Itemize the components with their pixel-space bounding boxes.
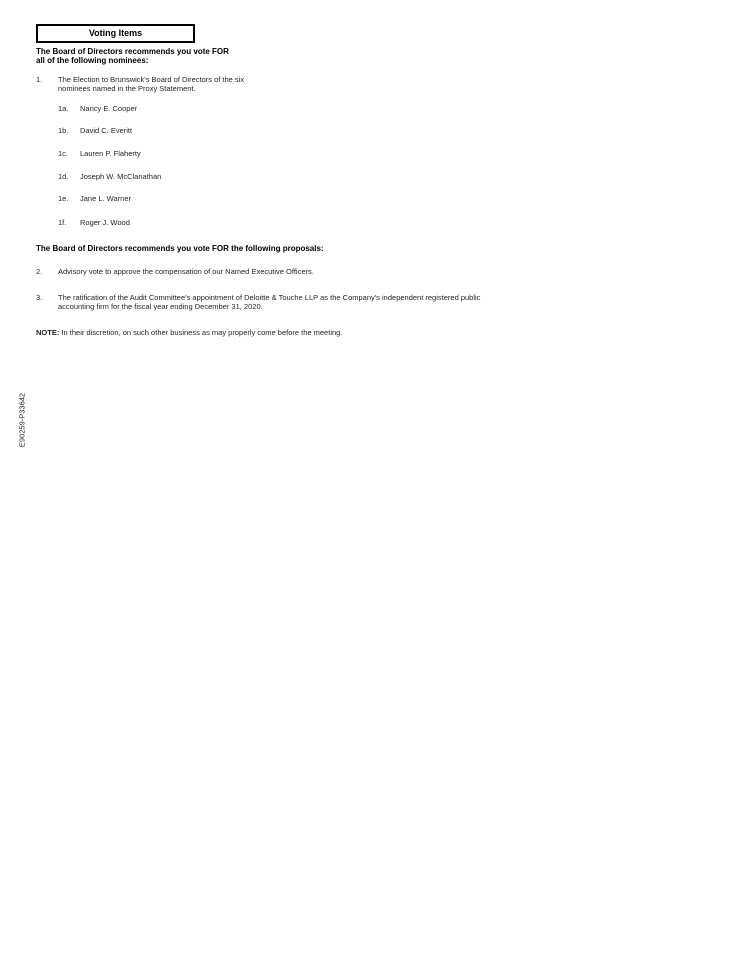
- item1-number: 1.: [36, 75, 43, 84]
- item1-text-line1: The Election to Brunswick's Board of Directors of the six: [58, 75, 245, 84]
- item3-text-line1: The ratification of the Audit Committee's appointment of Deloitte & Touche LLP as the Company's independent registered public: [58, 293, 481, 302]
- nominee-number: 1f.: [58, 218, 67, 227]
- nominee-number: 1c.: [58, 149, 69, 158]
- note: [36, 328, 342, 337]
- item2-number: 2.: [36, 267, 43, 276]
- nominee-name: Roger J. Wood: [80, 218, 130, 227]
- nominee-number: 1a.: [58, 104, 69, 113]
- proposals-heading: The Board of Directors recommends you vote FOR the following proposals:: [36, 244, 324, 253]
- item3-text-line2: accounting firm for the fiscal year ending December 31, 2020.: [58, 302, 263, 311]
- note-text: In their discretion, on such other business as may properly come before the meeting.: [59, 328, 343, 337]
- nominee-number: 1e.: [58, 194, 69, 203]
- nominees-heading-line1: The Board of Directors recommends you vote FOR: [36, 47, 229, 56]
- nominee-number: 1d.: [58, 172, 69, 181]
- item3-number: 3.: [36, 293, 43, 302]
- nominee-name: Joseph W. McClanathan: [80, 172, 162, 181]
- nominee-name: Lauren P. Flaherty: [80, 149, 141, 158]
- item2-text: Advisory vote to approve the compensation of our Named Executive Officers.: [58, 267, 314, 276]
- nominee-name: Jane L. Warner: [80, 194, 131, 203]
- nominees-heading-line2: all of the following nominees:: [36, 56, 149, 65]
- note-label: NOTE:: [36, 328, 60, 337]
- nominee-number: 1b.: [58, 126, 69, 135]
- voting-items-title: Voting Items: [36, 24, 195, 43]
- nominee-name: Nancy E. Cooper: [80, 104, 138, 113]
- document-code: E90259-P33642: [17, 392, 27, 448]
- item1-text-line2: nominees named in the Proxy Statement.: [58, 84, 196, 93]
- nominee-name: David C. Everitt: [80, 126, 133, 135]
